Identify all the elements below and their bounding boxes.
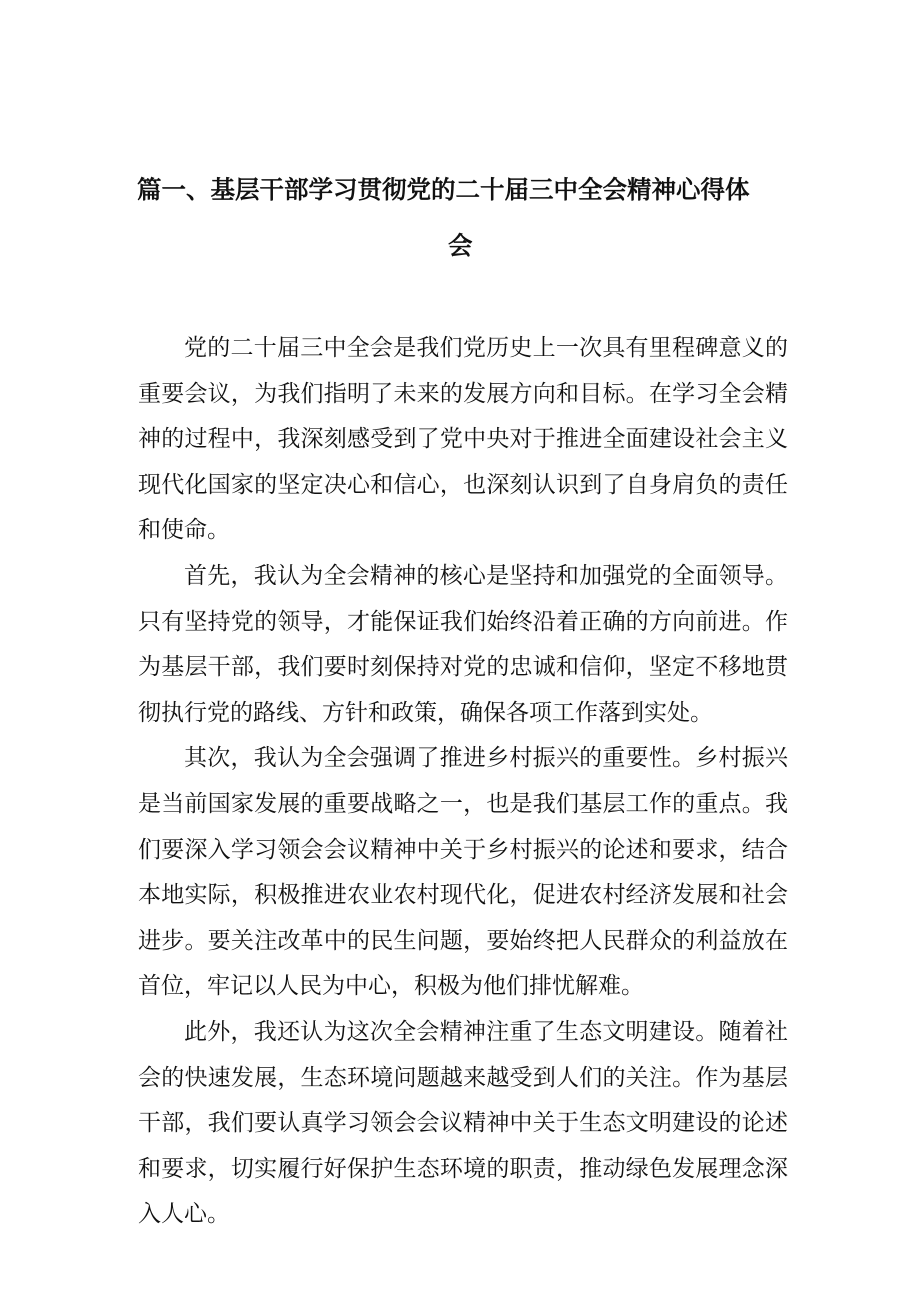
paragraph: 首先，我认为全会精神的核心是坚持和加强党的全面领导。只有坚持党的领导，才能保证我们始终沿着正确的方向前进。作为基层干部，我们要时刻保持对党的忠诚和信仰，坚定不移地贯彻执行党的路线、方针和政策，确保各项工作落到实处。 <box>138 562 788 726</box>
paragraph: 其次，我认为全会强调了推进乡村振兴的重要性。乡村振兴是当前国家发展的重要战略之一，也是我们基层工作的重点。我们要深入学习领会会议精神中关于乡村振兴的论述和要求，结合本地实际，积极推进农业农村现代化，促进农村经济发展和社会进步。要关注改革中的民生问题，要始终把人民群众的利益放在首位，牢记以人民为中心，积极为他们排忧解难。 <box>138 745 788 1000</box>
paragraph: 党的二十届三中全会是我们党历史上一次具有里程碑意义的重要会议，为我们指明了未来的发展方向和目标。在学习全会精神的过程中，我深刻感受到了党中央对于推进全面建设社会主义现代化国家的坚定决心和信心，也深刻认识到了自身肩负的责任和使命。 <box>138 335 788 544</box>
paragraph: 此外，我还认为这次全会精神注重了生态文明建设。随着社会的快速发展，生态环境问题越来越受到人们的关注。作为基层干部，我们要认真学习领会会议精神中关于生态文明建设的论述和要求，切实履行好保护生态环境的职责，推动绿色发展理念深入人心。 <box>138 1018 788 1228</box>
document-body <box>138 326 788 1238</box>
document-title-line-2: 会 <box>448 231 473 260</box>
document-title-line-1: 篇一、基层干部学习贯彻党的二十届三中全会精神心得体 <box>137 175 750 204</box>
